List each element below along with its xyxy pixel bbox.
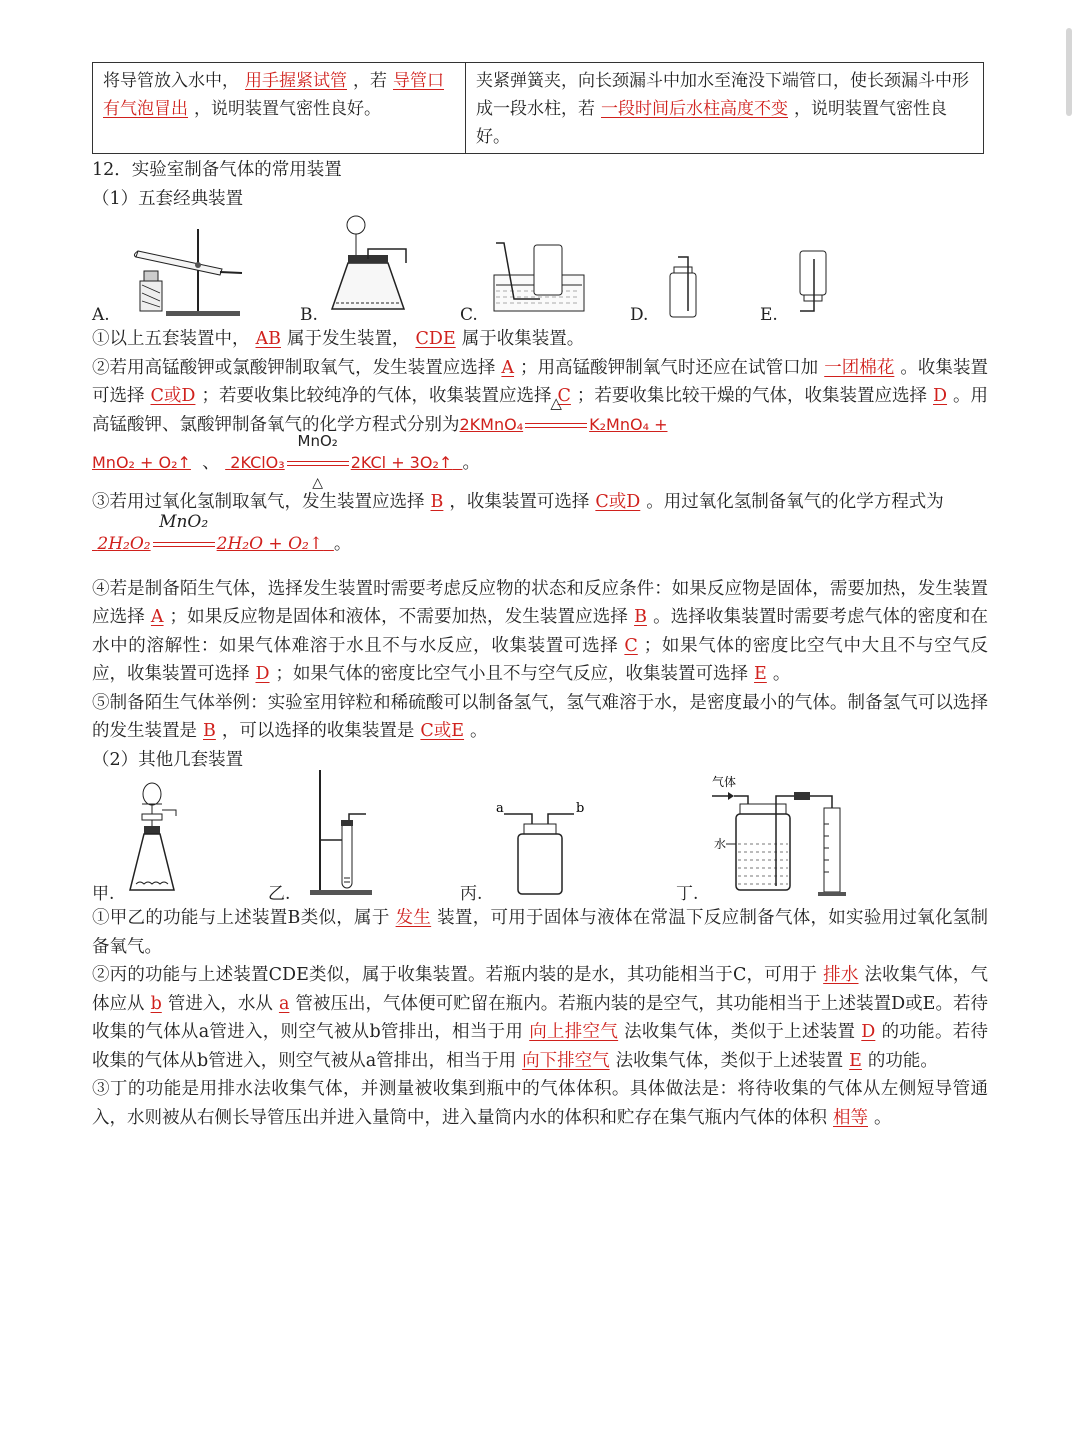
answer-blank[interactable]: E bbox=[754, 664, 767, 684]
answer-blank[interactable]: 用手握紧试管 bbox=[245, 71, 347, 91]
answer-blank[interactable]: A bbox=[501, 357, 515, 378]
apparatus-B-flask-funnel bbox=[328, 213, 418, 319]
equation-kmno4: 2KMnO₄ △ K₂MnO₄ + bbox=[459, 393, 668, 434]
label-B: B. bbox=[300, 305, 318, 325]
answer-blank[interactable]: D bbox=[861, 1022, 876, 1042]
equation-kclo3: 2KClO₃ MnO₂ △ 2KCl + 3O₂↑ bbox=[230, 432, 453, 491]
answer-blank[interactable]: 向上排空气 bbox=[529, 1022, 619, 1042]
svg-text:a: a bbox=[496, 801, 504, 816]
question-other-1: ①甲乙的功能与上述装置B类似，属于 发生 装置，可用于固体与液体在常温下反应制备气体，如实验用过氧化氢制备氧气。 bbox=[92, 908, 989, 957]
answer-blank[interactable]: D bbox=[933, 386, 948, 406]
question-3: ③若用过氧化氢制取氧气，发生装置应选择 B ，收集装置可选择 C或D 。用过氧化氢制备氧气的化学方程式为 bbox=[92, 491, 944, 512]
answer-blank[interactable]: E bbox=[849, 1050, 862, 1071]
answer-blank[interactable]: B bbox=[430, 491, 444, 512]
answer-blank[interactable]: C或D bbox=[150, 386, 196, 406]
answer-blank[interactable]: CDE bbox=[415, 329, 456, 349]
answer-blank[interactable]: 排水 bbox=[823, 965, 859, 985]
answer-blank[interactable]: 发生 bbox=[395, 908, 432, 928]
answer-blank[interactable]: D bbox=[255, 664, 270, 684]
answer-blank[interactable]: AB bbox=[255, 329, 281, 349]
apparatus-E-downward-air bbox=[792, 249, 836, 319]
answer-blank[interactable]: 向下排空气 bbox=[522, 1050, 610, 1071]
answer-blank[interactable]: a bbox=[278, 993, 290, 1014]
question-4: ④若是制备陌生气体，选择发生装置时需要考虑反应物的状态和反应条件：如果反应物是固体，需要加热，发生装置应选择 A ；如果反应物是固体和液体，不需要加热，发生装置应选择 B 。选择收集装置时需要考虑气体的密度和在水中的溶解性：如果气体难溶于水且不与水反应，收集装置可选择 C ；如果气体的密度比空气中大且不与空气反应，收集装置可选择 D ；如果气体的密度比空气小且不与空气反应，收集装置可选择 E 。 bbox=[92, 578, 989, 684]
label-yi: 乙. bbox=[268, 884, 291, 904]
apparatus-A-heating-tube bbox=[128, 223, 248, 319]
answer-blank[interactable]: C或E bbox=[420, 721, 465, 741]
answer-blank[interactable]: C bbox=[557, 386, 571, 406]
page-scrollbar[interactable] bbox=[1066, 28, 1072, 116]
apparatus-ding-measure-volume bbox=[708, 774, 858, 898]
answer-blank[interactable]: 相等 bbox=[833, 1107, 868, 1128]
question-1: ①以上五套装置中， AB 属于发生装置， CDE 属于收集装置。 bbox=[92, 329, 585, 349]
svg-text:气体: 气体 bbox=[712, 775, 737, 789]
question-5: ⑤制备陌生气体举例：实验室用锌粒和稀硫酸可以制备氢气，氢气难溶于水，是密度最小的气体。制备氢气可以选择的发生装置是 B ，可以选择的收集装置是 C或E 。 bbox=[92, 692, 988, 741]
question-3-equation: 2H₂O₂ MnO₂ 2H₂O + O₂↑ 。 bbox=[92, 530, 988, 559]
answer-blank[interactable]: B bbox=[634, 607, 647, 627]
question-2-equations-cont: MnO₂ + O₂↑ 、 2KClO₃ MnO₂ △ 2KCl + 3O₂↑ 。 bbox=[92, 432, 480, 491]
apparatus-jia-separatory-funnel bbox=[128, 778, 188, 898]
figure-five-apparatus bbox=[92, 213, 988, 325]
equation-kmno4-cont: MnO₂ + O₂↑ bbox=[92, 453, 191, 472]
label-bing: 丙. bbox=[460, 884, 483, 904]
apparatus-bing-gas-bottle bbox=[492, 798, 602, 898]
label-ding: 丁. bbox=[676, 884, 699, 904]
apparatus-D-upward-air bbox=[664, 255, 704, 319]
label-D: D. bbox=[630, 305, 649, 325]
answer-blank[interactable]: C或D bbox=[595, 491, 641, 512]
answer-blank[interactable]: 一段时间后水柱高度不变 bbox=[601, 99, 788, 119]
svg-text:b: b bbox=[576, 801, 585, 816]
question-2: ②若用高锰酸钾或氯酸钾制取氧气，发生装置应选择 A ；用高锰酸钾制氧气时还应在试管口加 一团棉花 。收集装置可选择 C或D ；若要收集比较纯净的气体，收集装置应选择 C ；若要收集比较干燥的气体，收集装置应选择 D 。用高锰酸钾、氯酸钾制备氧气的化学方程式分别为2KMnO₄ △ K₂MnO₄ + bbox=[92, 357, 989, 435]
apparatus-C-water-trough bbox=[490, 239, 590, 319]
subsection-title: （2）其他几套装置 bbox=[92, 749, 244, 770]
section-title: 12．实验室制备气体的常用装置 bbox=[92, 160, 342, 180]
apparatus-yi-test-tube-stand bbox=[308, 768, 378, 898]
answer-blank[interactable]: B bbox=[203, 721, 216, 741]
figure-other-apparatus bbox=[92, 774, 988, 904]
answer-blank[interactable]: 一团棉花 bbox=[824, 357, 895, 378]
label-E: E. bbox=[760, 305, 778, 325]
worksheet-page bbox=[92, 62, 988, 1132]
table-cell-left: 将导管放入水中， 用手握紧试管 ，若 导管口有气泡冒出 ，说明装置气密性良好。 bbox=[93, 63, 466, 154]
question-other-3: ③丁的功能是用排水法收集气体，并测量被收集到瓶中的气体体积。具体做法是：将待收集的气体从左侧短导管通入，水则被从右侧长导管压出并进入量筒中，进入量筒内水的体积和贮存在集气瓶内气体的体积 相等 。 bbox=[92, 1079, 988, 1128]
table-cell-right: 夹紧弹簧夹，向长颈漏斗中加水至淹没下端管口，使长颈漏斗中形成一段水柱，若 一段时间后水柱高度不变 ，说明装置气密性良好。 bbox=[466, 63, 984, 154]
equation-h2o2: 2H₂O₂ MnO₂ 2H₂O + O₂↑ bbox=[97, 512, 324, 554]
label-A: A. bbox=[92, 305, 110, 325]
subsection-title: （1）五套经典装置 bbox=[92, 188, 244, 209]
answer-blank[interactable]: A bbox=[150, 607, 164, 627]
answer-blank[interactable]: C bbox=[624, 635, 638, 656]
answer-blank[interactable]: b bbox=[150, 993, 162, 1014]
answer-blank[interactable]: 导管口有气泡冒出 bbox=[103, 71, 444, 119]
label-jia: 甲. bbox=[92, 884, 115, 904]
svg-text:水: 水 bbox=[714, 837, 727, 851]
question-other-2: ②丙的功能与上述装置CDE类似，属于收集装置。若瓶内装的是水，其功能相当于C，可用于 排水 法收集气体，气体应从 b 管进入，水从 a 管被压出，气体便可贮留在瓶内。若瓶内装的是空气，其功能相当于上述装置D或E。若待收集的气体从a管进入，则空气被从b管排出，相当于用 向上排空气 法收集气体，类似于上述装置 D 的功能。若待收集的气体从b管进入，则空气被从a管排出，相当于用 向下排空气 法收集气体，类似于上述装置 E 的功能。 bbox=[92, 965, 989, 1071]
label-C: C. bbox=[460, 305, 478, 325]
airtightness-table bbox=[92, 62, 984, 154]
